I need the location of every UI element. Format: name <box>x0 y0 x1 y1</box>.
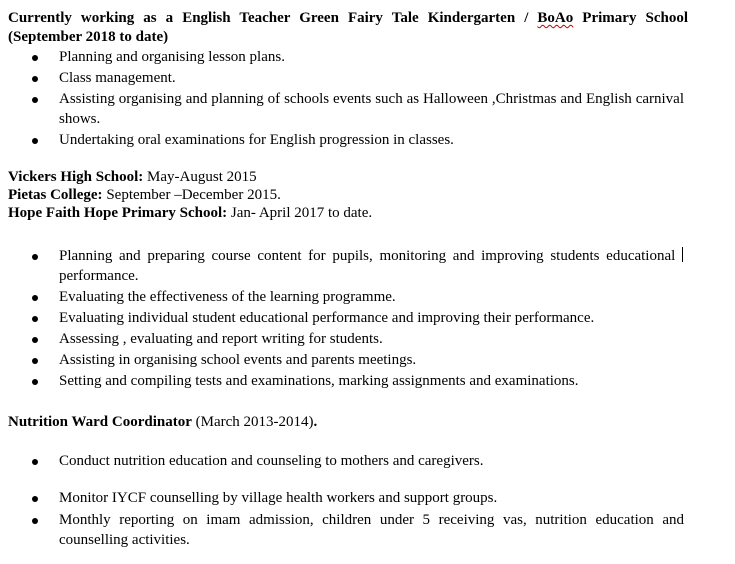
spellcheck-word[interactable]: BoAo <box>537 10 574 26</box>
list-item: Planning and organising lesson plans. <box>59 47 684 67</box>
list-item: Monitor IYCF counselling by village health workers and support groups. <box>59 488 684 508</box>
bullet-icon <box>32 496 38 502</box>
list-item: Assisting in organising school events and parents meetings. <box>59 350 684 370</box>
list-item: Assisting organising and planning of schools events such as Halloween ,Christmas and English carnival shows. <box>59 89 684 129</box>
school-name: Vickers High School: <box>8 169 144 185</box>
school-name: Pietas College: <box>8 187 103 203</box>
school-dates: May-August 2015 <box>143 169 257 185</box>
bullet-icon <box>32 97 38 103</box>
list-item: Conduct nutrition education and counseling to mothers and caregivers. <box>59 451 684 471</box>
bullet-icon <box>32 55 38 61</box>
bullet-icon <box>32 76 38 82</box>
job1-heading-text: Currently working as a English Teacher Green Fairy Tale Kindergarten / <box>8 10 538 26</box>
bullet-icon <box>32 254 38 260</box>
job3-dates: (March 2013-2014) <box>191 414 314 430</box>
list-item: Planning and preparing course content for pupils, monitoring and improving students educational performance. <box>59 246 684 286</box>
bullet-icon <box>32 459 38 465</box>
school-line <box>8 168 257 187</box>
list-item: Setting and compiling tests and examinations, marking assignments and examinations. <box>59 371 684 391</box>
text-cursor <box>682 247 683 262</box>
school-dates: September –December 2015. <box>102 187 281 203</box>
list-item: Undertaking oral examinations for English progression in classes. <box>59 130 684 150</box>
job1-heading-dates: Primary School (September 2018 to date) <box>8 10 688 45</box>
job1-heading <box>8 9 688 47</box>
bullet-icon <box>32 138 38 144</box>
school-line <box>8 204 372 223</box>
school-line <box>8 186 281 205</box>
bullet-icon <box>32 358 38 364</box>
bullet-icon <box>32 379 38 385</box>
bullet-icon <box>32 295 38 301</box>
list-item: Evaluating individual student educational performance and improving their performance. <box>59 308 684 328</box>
bullet-icon <box>32 337 38 343</box>
list-item: Monthly reporting on imam admission, children under 5 receiving vas, nutrition education and counselling activities. <box>59 510 684 550</box>
school-dates: Jan- April 2017 to date. <box>227 205 373 221</box>
bullet-icon <box>32 316 38 322</box>
list-item: Assessing , evaluating and report writing for students. <box>59 329 684 349</box>
list-item: Evaluating the effectiveness of the learning programme. <box>59 287 684 307</box>
list-item: Class management. <box>59 68 684 88</box>
bullet-icon <box>32 518 38 524</box>
school-name: Hope Faith Hope Primary School: <box>8 205 228 221</box>
job3-title: Nutrition Ward Coordinator <box>8 414 192 430</box>
job3-heading: Nutrition Ward Coordinator (March 2013-2014). <box>8 414 318 430</box>
